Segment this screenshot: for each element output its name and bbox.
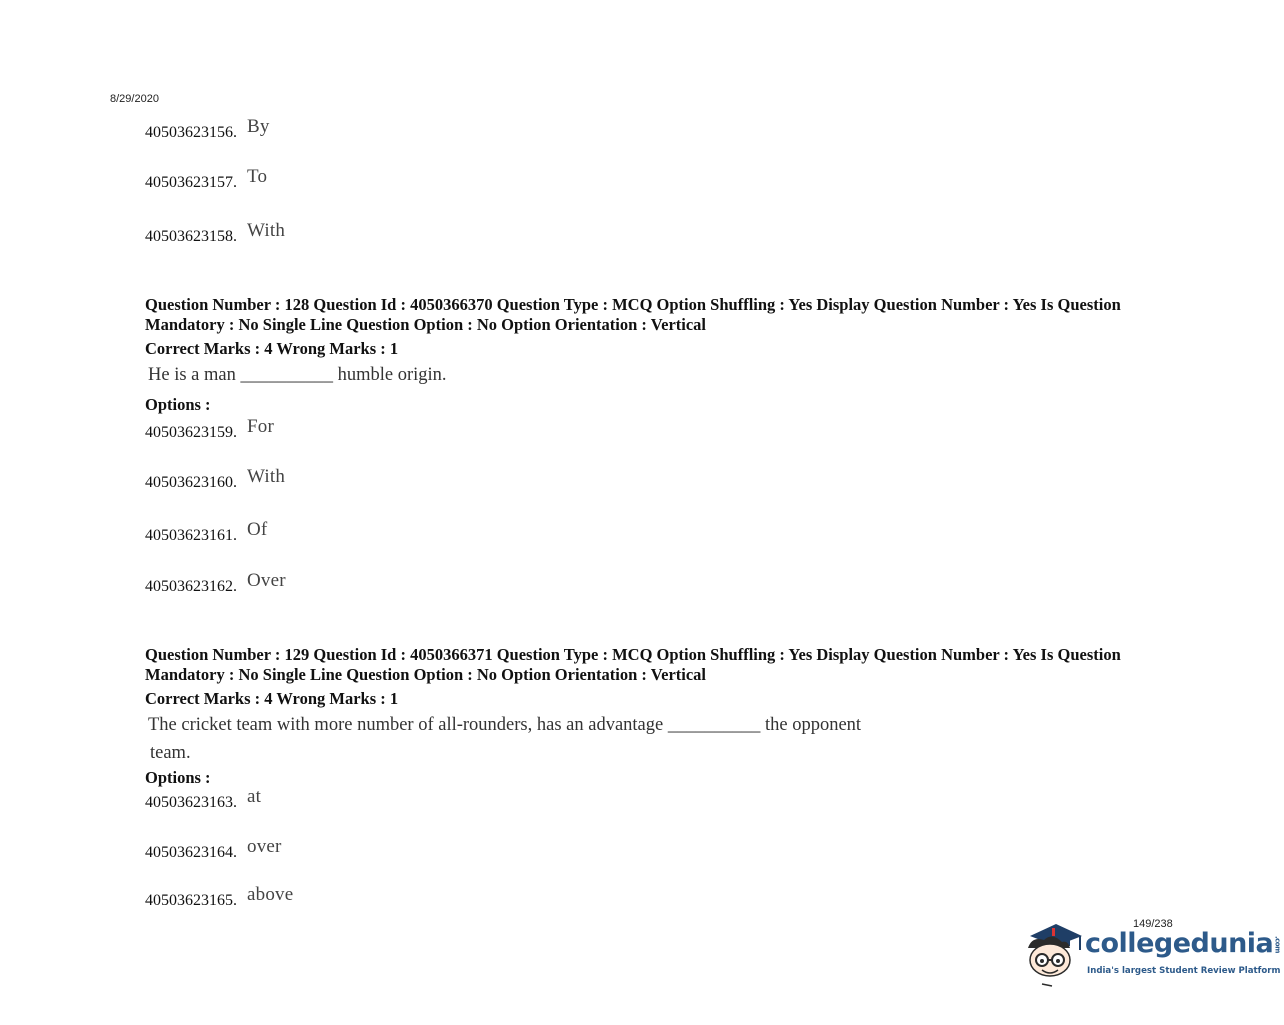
question-meta: Question Number : 129 Question Id : 4050366371 Question Type : MCQ Option Shuffling : Yes Display Question Number : Yes Is Question Mandatory : No Single Line Question Option : No Option Orientation : Vertical bbox=[145, 645, 1121, 684]
options-label: Options : bbox=[145, 395, 211, 414]
brand-name[interactable] bbox=[1085, 928, 1281, 959]
option-text: over bbox=[247, 836, 282, 857]
page-number: 149/238 bbox=[1133, 918, 1173, 930]
option-text: To bbox=[247, 166, 268, 187]
option-id: 40503623162. bbox=[145, 578, 237, 595]
question-marks: Correct Marks : 4 Wrong Marks : 1 bbox=[145, 689, 399, 708]
option-row[interactable] bbox=[145, 836, 282, 862]
collegedunia-logo[interactable] bbox=[1022, 918, 1084, 988]
question-meta: Question Number : 128 Question Id : 4050366370 Question Type : MCQ Option Shuffling : Yes Display Question Number : Yes Is Question Mandatory : No Single Line Question Option : No Option Orientation : Vertical bbox=[145, 295, 1121, 334]
option-text: Over bbox=[247, 570, 286, 591]
option-row[interactable] bbox=[145, 116, 270, 142]
brand-suffix: .com bbox=[1273, 936, 1282, 953]
option-row[interactable] bbox=[145, 786, 261, 812]
option-id: 40503623157. bbox=[145, 174, 237, 191]
option-text: With bbox=[247, 466, 286, 487]
option-row[interactable] bbox=[145, 570, 286, 596]
option-row[interactable] bbox=[145, 166, 267, 192]
option-text: at bbox=[247, 786, 262, 807]
option-text: above bbox=[247, 884, 294, 905]
question-text-continued: team. bbox=[150, 743, 191, 763]
option-row[interactable] bbox=[145, 416, 274, 442]
question-text: He is a man __________ humble origin. bbox=[148, 365, 447, 385]
option-id: 40503623156. bbox=[145, 124, 237, 141]
option-row[interactable] bbox=[145, 884, 293, 910]
option-text: For bbox=[247, 416, 274, 437]
brand-text: collegedunia bbox=[1085, 928, 1274, 959]
option-row[interactable] bbox=[145, 519, 267, 545]
option-row[interactable] bbox=[145, 466, 285, 492]
question-marks: Correct Marks : 4 Wrong Marks : 1 bbox=[145, 339, 399, 358]
option-id: 40503623164. bbox=[145, 844, 237, 861]
option-row[interactable] bbox=[145, 220, 285, 246]
option-id: 40503623163. bbox=[145, 794, 237, 811]
option-id: 40503623161. bbox=[145, 527, 237, 544]
option-id: 40503623160. bbox=[145, 474, 237, 491]
option-id: 40503623159. bbox=[145, 424, 237, 441]
brand-tagline: India's largest Student Review Platform bbox=[1087, 966, 1281, 976]
mascot-icon bbox=[1022, 918, 1084, 988]
page-date: 8/29/2020 bbox=[110, 93, 159, 105]
option-id: 40503623165. bbox=[145, 892, 237, 909]
options-label: Options : bbox=[145, 768, 211, 787]
question-text: The cricket team with more number of all-rounders, has an advantage __________ the opponent bbox=[148, 715, 862, 735]
option-text: With bbox=[247, 220, 286, 241]
option-text: Of bbox=[247, 519, 268, 540]
option-id: 40503623158. bbox=[145, 228, 237, 245]
option-text: By bbox=[247, 116, 270, 137]
